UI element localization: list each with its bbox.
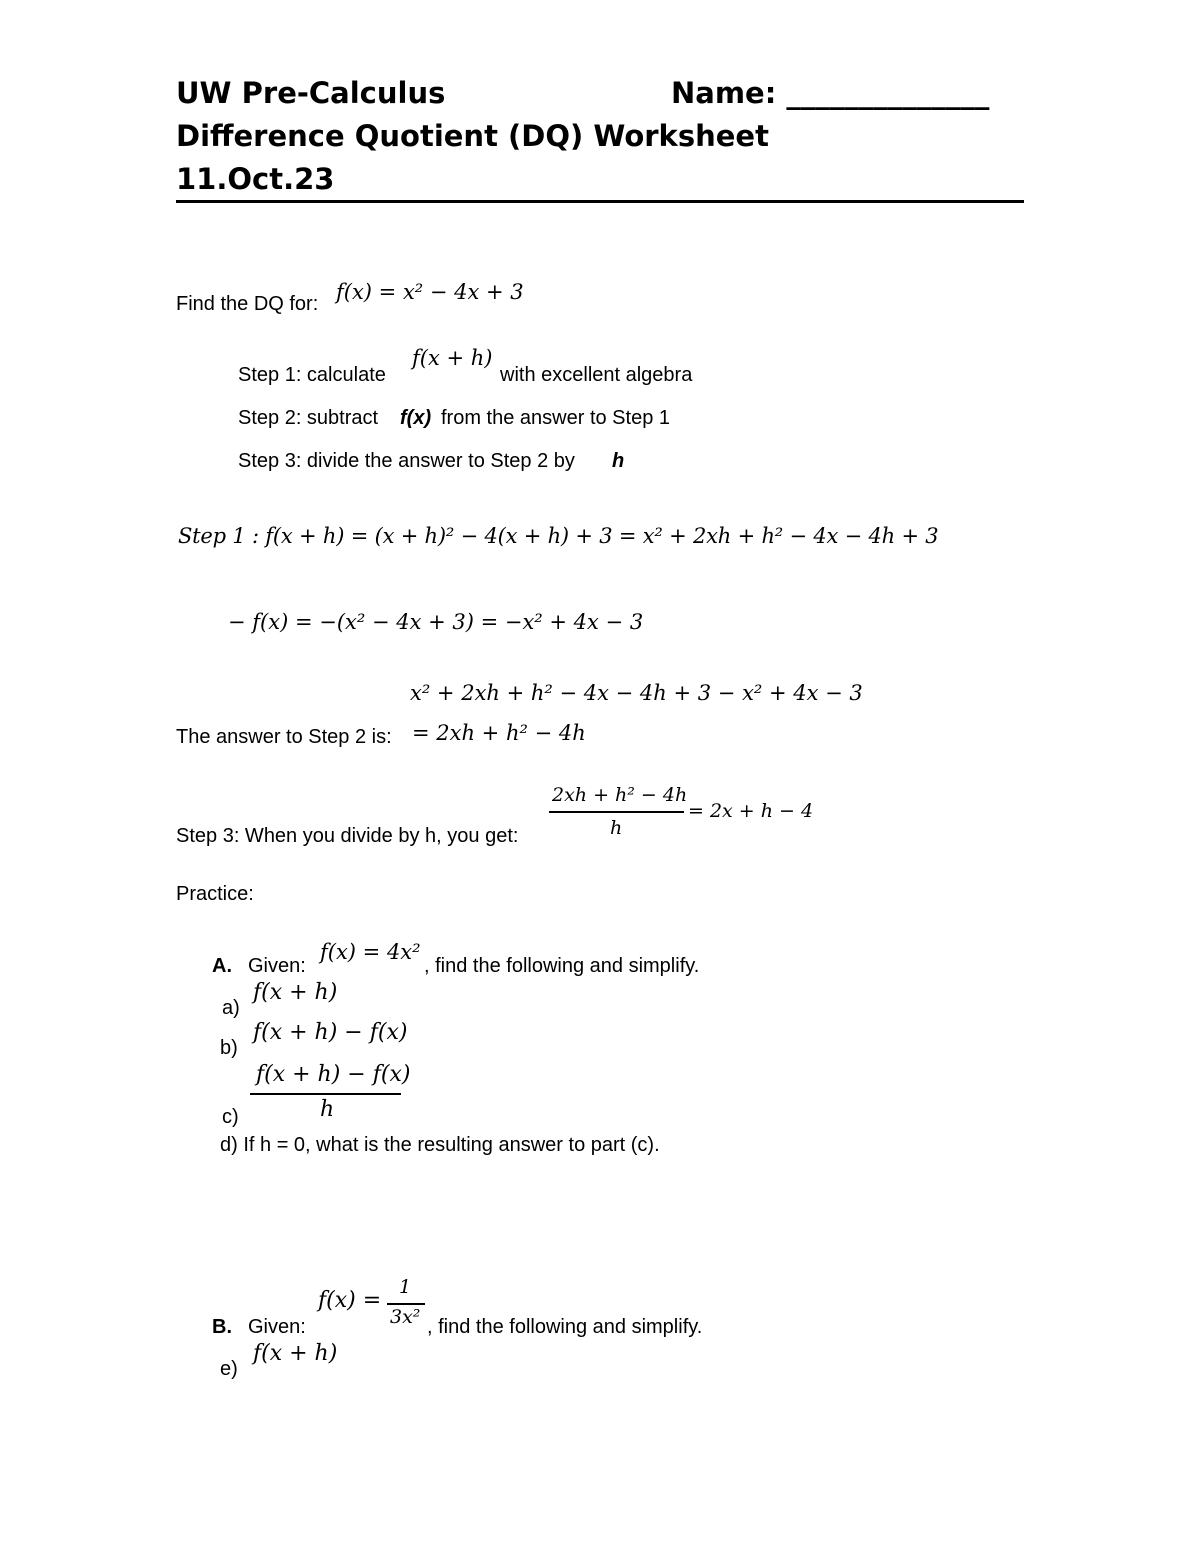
step3-result: = 2x + h − 4	[688, 800, 814, 822]
problem-b-function-lhs: f(x) =	[318, 1288, 382, 1313]
step1-expression: f(x + h)	[412, 346, 493, 370]
course-title: UW Pre-Calculus	[176, 76, 446, 110]
work-sum-line: x² + 2xh + h² − 4x − 4h + 3 − x² + 4x − 3	[410, 681, 863, 705]
part-c-fraction-bar	[250, 1093, 401, 1095]
part-c-numerator: f(x + h) − f(x)	[256, 1062, 411, 1087]
part-b-expression: f(x + h) − f(x)	[253, 1020, 408, 1045]
find-dq-label: Find the DQ for:	[176, 293, 319, 315]
problem-a-letter: A.	[212, 955, 232, 977]
step3-divide-label: Step 3: When you divide by h, you get:	[176, 825, 519, 847]
problem-b-function-denominator: 3x²	[390, 1306, 421, 1328]
problem-b-fraction-bar	[387, 1303, 425, 1305]
worksheet-date: 11.Oct.23	[176, 162, 335, 196]
step3-numerator: 2xh + h² − 4h	[552, 784, 688, 806]
work-minus-fx-line: − f(x) = −(x² − 4x + 3) = −x² + 4x − 3	[228, 610, 644, 634]
step2-label: Step 2: subtract	[238, 407, 379, 429]
step2-fx: f(x)	[400, 407, 432, 429]
practice-label: Practice:	[176, 883, 254, 905]
problem-a-instruction: , find the following and simplify.	[424, 955, 700, 977]
step3-denominator: h	[610, 817, 623, 839]
step3-h: h	[612, 450, 625, 472]
step3-fraction-bar	[549, 811, 684, 813]
step2-answer: = 2xh + h² − 4h	[412, 721, 586, 745]
name-field-label: Name: ______________	[671, 76, 990, 110]
problem-b-given: Given:	[248, 1316, 306, 1338]
part-a-expression: f(x + h)	[253, 980, 338, 1005]
part-b-label: b)	[220, 1037, 238, 1059]
part-e-label: e)	[220, 1358, 238, 1380]
part-c-label: c)	[222, 1106, 239, 1128]
step1-label: Step 1: calculate	[238, 364, 386, 386]
part-c-denominator: h	[320, 1097, 335, 1122]
step2-answer-label: The answer to Step 2 is:	[176, 726, 392, 748]
problem-b-function-numerator: 1	[399, 1276, 412, 1298]
step3-label: Step 3: divide the answer to Step 2 by	[238, 450, 575, 472]
part-a-label: a)	[222, 997, 240, 1019]
step2-tail: from the answer to Step 1	[441, 407, 671, 429]
worksheet-title: Difference Quotient (DQ) Worksheet	[176, 119, 769, 153]
problem-a-function: f(x) = 4x²	[320, 940, 421, 964]
part-d-question: d) If h = 0, what is the resulting answer to part (c).	[220, 1134, 660, 1156]
problem-a-given: Given:	[248, 955, 306, 977]
problem-b-letter: B.	[212, 1316, 232, 1338]
main-function: f(x) = x² − 4x + 3	[336, 280, 524, 304]
work-step1-line: Step 1 : f(x + h) = (x + h)² − 4(x + h) + 3 = x² + 2xh + h² − 4x − 4h + 3	[178, 524, 939, 548]
header-divider	[176, 200, 1024, 203]
part-e-expression: f(x + h)	[253, 1341, 338, 1366]
problem-b-instruction: , find the following and simplify.	[427, 1316, 703, 1338]
step1-tail: with excellent algebra	[500, 364, 693, 386]
